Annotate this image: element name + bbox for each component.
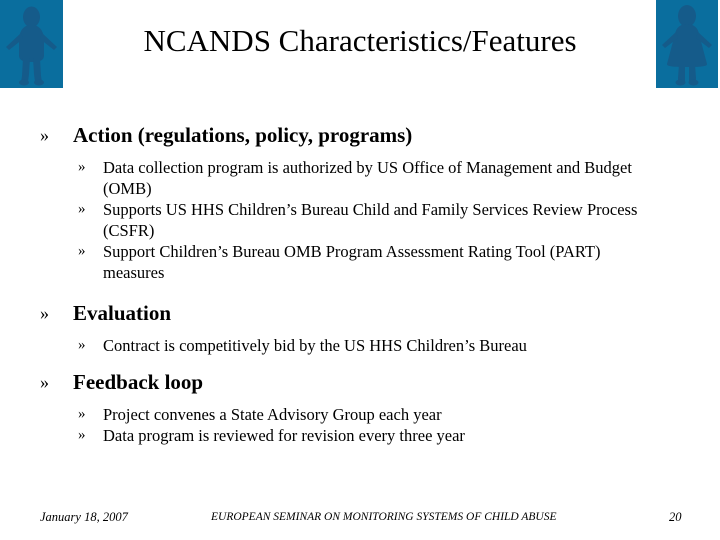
bullet-level1-action [0, 122, 720, 149]
bullet-section-feedback-loop [0, 369, 720, 446]
bullet-marker-icon: » [40, 125, 49, 145]
spacer [0, 283, 720, 300]
bullet-marker-icon: » [78, 159, 86, 175]
slide-footer [0, 508, 720, 532]
bullet-marker-icon: » [78, 243, 86, 259]
bullet-marker-icon: » [78, 427, 86, 443]
bullet-level2-item [0, 335, 720, 356]
bullet-section-action [0, 122, 720, 283]
bullet-level2-label: Data collection program is authorized by US Office of Management and Budget (OMB) [103, 158, 632, 198]
spacer [0, 356, 720, 369]
bullet-marker-icon: » [78, 201, 86, 217]
bullet-level2-label: Project convenes a State Advisory Group each year [103, 405, 442, 424]
bullet-level2-item [0, 199, 720, 241]
bullet-level2-label: Supports US HHS Children’s Bureau Child and Family Services Review Process (CSFR) [103, 200, 638, 240]
bullet-level2-label: Data program is reviewed for revision every three year [103, 426, 465, 445]
slide-body [0, 122, 720, 446]
bullet-level1-label: Feedback loop [73, 370, 204, 394]
bullet-marker-icon: » [78, 406, 86, 422]
bullet-level1-label: Evaluation [73, 301, 172, 325]
bullet-section-evaluation [0, 300, 720, 356]
footer-page-number: 20 [669, 510, 682, 524]
girl-figure-icon [656, 0, 718, 88]
bullet-level2-label: Support Children’s Bureau OMB Program Assessment Rating Tool (PART) measures [103, 242, 601, 282]
bullet-level1-feedback-loop [0, 369, 720, 396]
bullet-marker-icon: » [78, 337, 86, 353]
bullet-level2-item [0, 241, 720, 283]
header-right-accent-block [656, 0, 718, 88]
header-left-accent-block [0, 0, 63, 88]
bullet-level2-item [0, 157, 720, 199]
boy-figure-icon [0, 0, 63, 88]
bullet-marker-icon: » [40, 372, 49, 392]
page-title: NCANDS Characteristics/Features [143, 23, 577, 58]
bullet-marker-icon: » [40, 303, 49, 323]
slide-header [0, 0, 720, 92]
footer-seminar-title: EUROPEAN SEMINAR ON MONITORING SYSTEMS OF CHILD ABUSE [211, 511, 557, 523]
bullet-level2-label: Contract is competitively bid by the US HHS Children’s Bureau [103, 336, 527, 355]
bullet-level1-label: Action (regulations, policy, programs) [73, 123, 413, 147]
footer-date: January 18, 2007 [40, 510, 128, 524]
bullet-level2-item [0, 404, 720, 425]
bullet-level2-item [0, 425, 720, 446]
bullet-level1-evaluation [0, 300, 720, 327]
